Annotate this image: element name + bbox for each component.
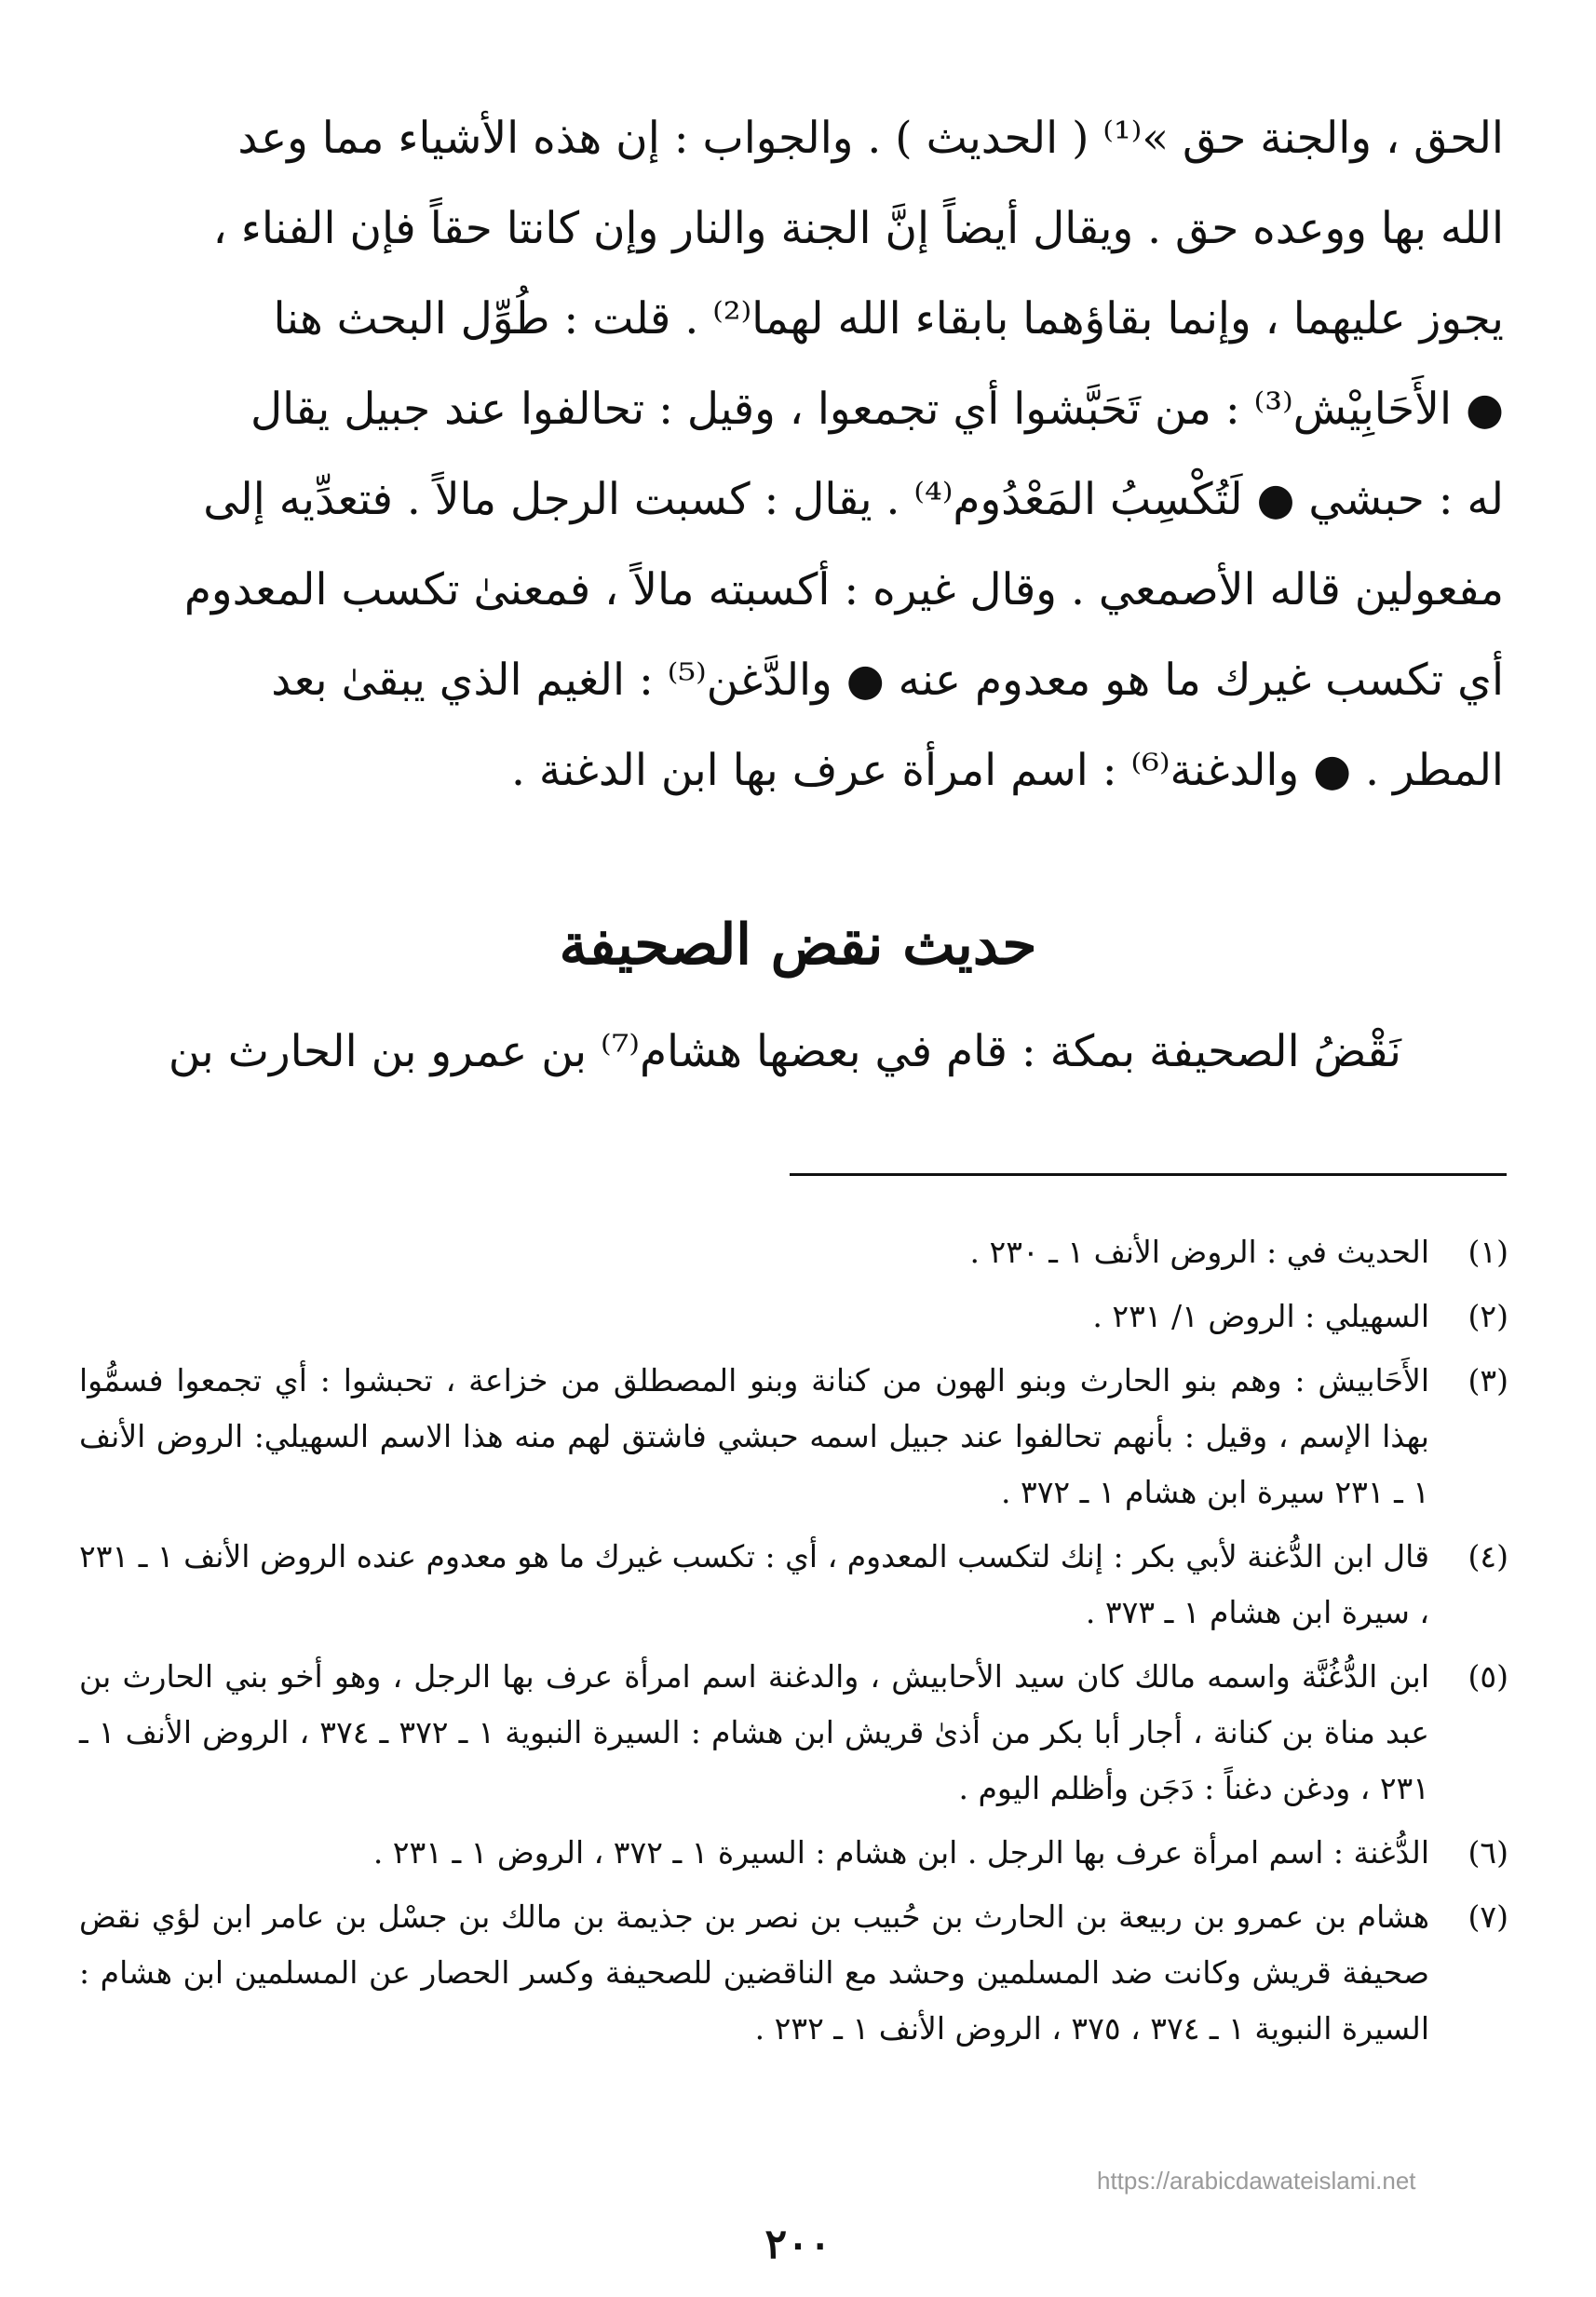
text-line: ● الأَحَابِيْش⁽³⁾ : من تَحَبَّشوا أي تجمعوا ، وقيل : تحالفوا عند جبيل يقال <box>250 384 1504 435</box>
footnote-text: السهيلي : الروض ١/ ٢٣١ . <box>1092 1298 1429 1334</box>
footnote-item <box>79 1224 1508 1280</box>
footnote-text: الأَحَابيش : وهم بنو الحارث وبنو الهون من كنانة وبنو المصطلق من خزاعة ، تحبشوا : أي تجمعوا فسمُّوا بهذا الإسم ، وقيل : بأنهم تحالفوا عند جبيل اسمه حبشي فاشتق لهم منه هذا الاسم السهيلي: الروض الأنف ١ ـ ٢٣١ سيرة ابن هشام ١ ـ ٣٧٢ . <box>79 1362 1429 1510</box>
footnote-number: (٥) <box>1468 1658 1508 1695</box>
footnote-number: (٧) <box>1468 1898 1508 1935</box>
footnote-text: الدُّغنة : اسم امرأة عرف بها الرجل . ابن هشام : السيرة ١ ـ ٣٧٢ ، الروض ١ ـ ٢٣١ . <box>372 1834 1429 1871</box>
footnote-text: هشام بن عمرو بن ربيعة بن الحارث بن حُبيب بن نصر بن جذيمة بن مالك بن جسْل بن عامر ابن لؤي نقض صحيفة قريش وكانت ضد المسلمين وحشد مع الناقضين للصحيفة وكسر الحصار عن المسلمين ابن هشام : السيرة النبوية ١ ـ ٣٧٤ ، ٣٧٥ ، الروض الأنف ١ ـ ٢٣٢ . <box>79 1898 1429 2047</box>
footnote-number: (٣) <box>1468 1362 1508 1398</box>
footnote-item <box>79 1825 1508 1881</box>
main-text <box>70 93 1504 816</box>
footnote-item <box>79 1529 1508 1641</box>
text-line: مفعولين قاله الأصمعي . وقال غيره : أكسبته مالاً ، فمعنىٰ تكسب المعدوم <box>183 564 1504 615</box>
footnote-number: (١) <box>1468 1234 1508 1270</box>
watermark-url: https://arabicdawateislami.net <box>1097 2167 1416 2195</box>
footnote-number: (٤) <box>1468 1538 1508 1574</box>
footnote-text: الحديث في : الروض الأنف ١ ـ ٢٣٠ . <box>969 1234 1429 1270</box>
footnote-item <box>79 1353 1508 1520</box>
text-line: له : حبشي ● لَتُكْسِبُ المَعْدُوم⁽⁴⁾ . يقال : كسبت الرجل مالاً . فتعدِّيه إلى <box>203 474 1504 525</box>
text-line: أي تكسب غيرك ما هو معدوم عنه ● والدَّغن⁽⁵⁾ : الغيم الذي يبقىٰ بعد <box>271 655 1504 706</box>
footnote-text: ابن الدُّغُنَّة واسمه مالك كان سيد الأحابيش ، والدغنة اسم امرأة عرف بها الرجل ، وهو أخو بني الحارث بن عبد مناة بن كنانة ، أجار أبا بكر من أذىٰ قريش ابن هشام : السيرة النبوية ١ ـ ٣٧٢ ـ ٣٧٤ ، الروض الأنف ١ ـ ٢٣١ ، ودغن دغناً : دَجَن وأظلم اليوم . <box>79 1658 1429 1806</box>
text-line: الله بها ووعده حق . ويقال أيضاً إنَّ الجنة والنار وإن كانتا حقاً فإن الفناء ، <box>212 203 1504 254</box>
page-number: ٢٠٠ <box>764 2221 832 2268</box>
text-line: الحق ، والجنة حق »⁽¹⁾ ( الحديث ) . والجواب : إن هذه الأشياء مما وعد <box>237 113 1504 164</box>
footnote-number: (٦) <box>1468 1834 1508 1871</box>
section-heading: حديث نقض الصحيفة <box>559 912 1037 978</box>
text-line: المطر . ● والدغنة⁽⁶⁾ : اسم امرأة عرف بها ابن الدغنة . <box>511 745 1504 796</box>
footnote-divider <box>790 1173 1507 1176</box>
footnote-item <box>79 1289 1508 1344</box>
footnote-item <box>79 1649 1508 1817</box>
footnote-item <box>79 1889 1508 2057</box>
section-intro: نَقْضُ الصحيفة بمكة : قام في بعضها هشام⁽⁷⁾ بن عمرو بن الحارث بن <box>168 1026 1401 1077</box>
footnote-number: (٢) <box>1468 1298 1508 1334</box>
text-line: يجوز عليهما ، وإنما بقاؤهما بابقاء الله لهما⁽²⁾ . قلت : طُوِّل البحث هنا <box>273 293 1504 345</box>
footnotes <box>79 1224 1508 2065</box>
footnote-text: قال ابن الدُّغنة لأبي بكر : إنك لتكسب المعدوم ، أي : تكسب غيرك ما هو معدوم عنده الروض الأنف ١ ـ ٢٣١ ، سيرة ابن هشام ١ ـ ٣٧٣ . <box>79 1538 1429 1630</box>
